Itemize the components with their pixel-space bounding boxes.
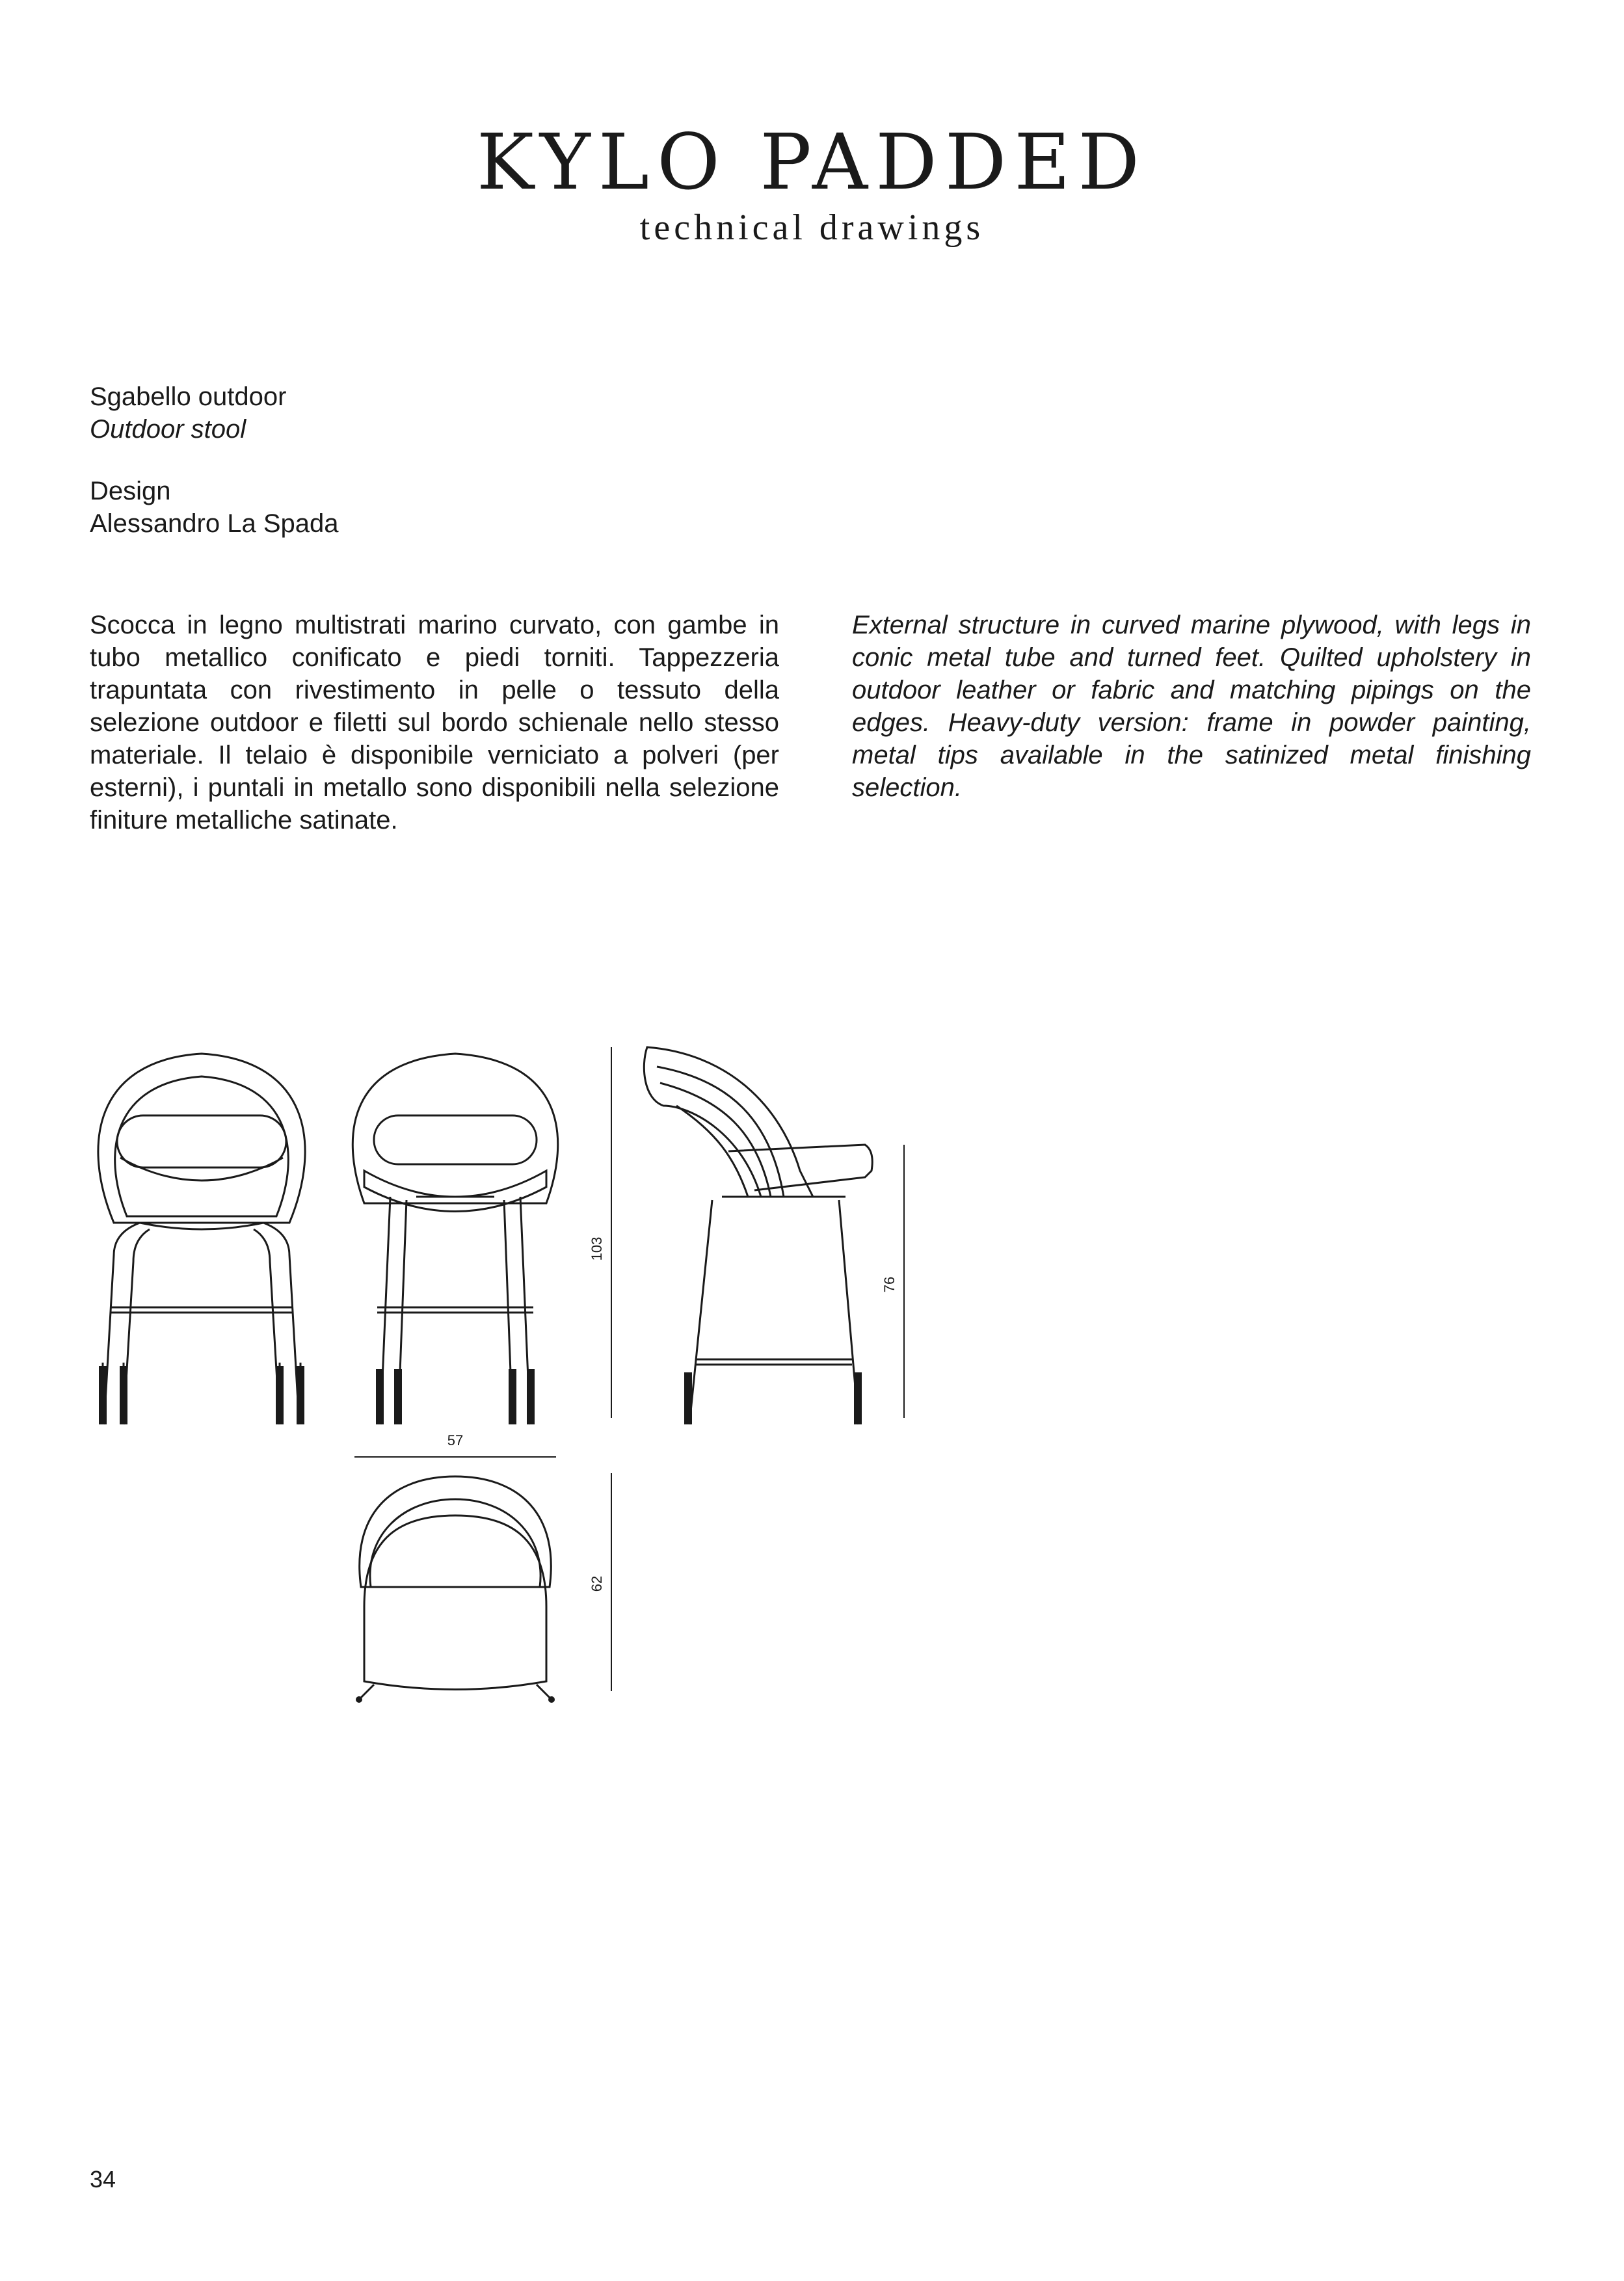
page-title: KYLO PADDED [476, 117, 1148, 207]
back-view-drawing [353, 1054, 557, 1424]
product-type-it: Sgabello outdoor [90, 382, 287, 411]
product-type-en: Outdoor stool [90, 415, 246, 444]
dimension-depth: 62 [589, 1575, 605, 1592]
description-english: External structure in curved marine plywood, with legs in conic metal tube and turned feet. Quilted upholstery in outdoor leather or fabric and matching pipings on the edges. Heavy-duty version: frame in powder painting, metal tips available in the satinized metal finishing selection. [852, 611, 1531, 802]
page-subtitle: technical drawings [639, 207, 985, 248]
designer-name: Alessandro La Spada [90, 509, 339, 538]
dimension-width: 57 [447, 1432, 464, 1448]
design-label: Design [90, 477, 171, 505]
dimension-height: 103 [589, 1236, 605, 1261]
dimension-seat-height: 76 [881, 1276, 898, 1293]
description-italian: Scocca in legno multistrati marino curvato, con gambe in tubo metallico conificato e piedi torniti. Tappezzeria trapuntata con rivestimento in pelle o tessuto della selezione outdoor e filetti sul bordo schienale nello stesso materiale. Il telaio è disponibile verniciato a polveri (per esterni), i puntali in metallo sono disponibili nella selezione finiture metalliche satinate. [90, 611, 779, 834]
front-view-drawing [98, 1054, 305, 1424]
page-number: 34 [90, 2166, 116, 2193]
side-view-drawing [644, 1047, 872, 1424]
top-view-drawing [360, 1476, 552, 1698]
